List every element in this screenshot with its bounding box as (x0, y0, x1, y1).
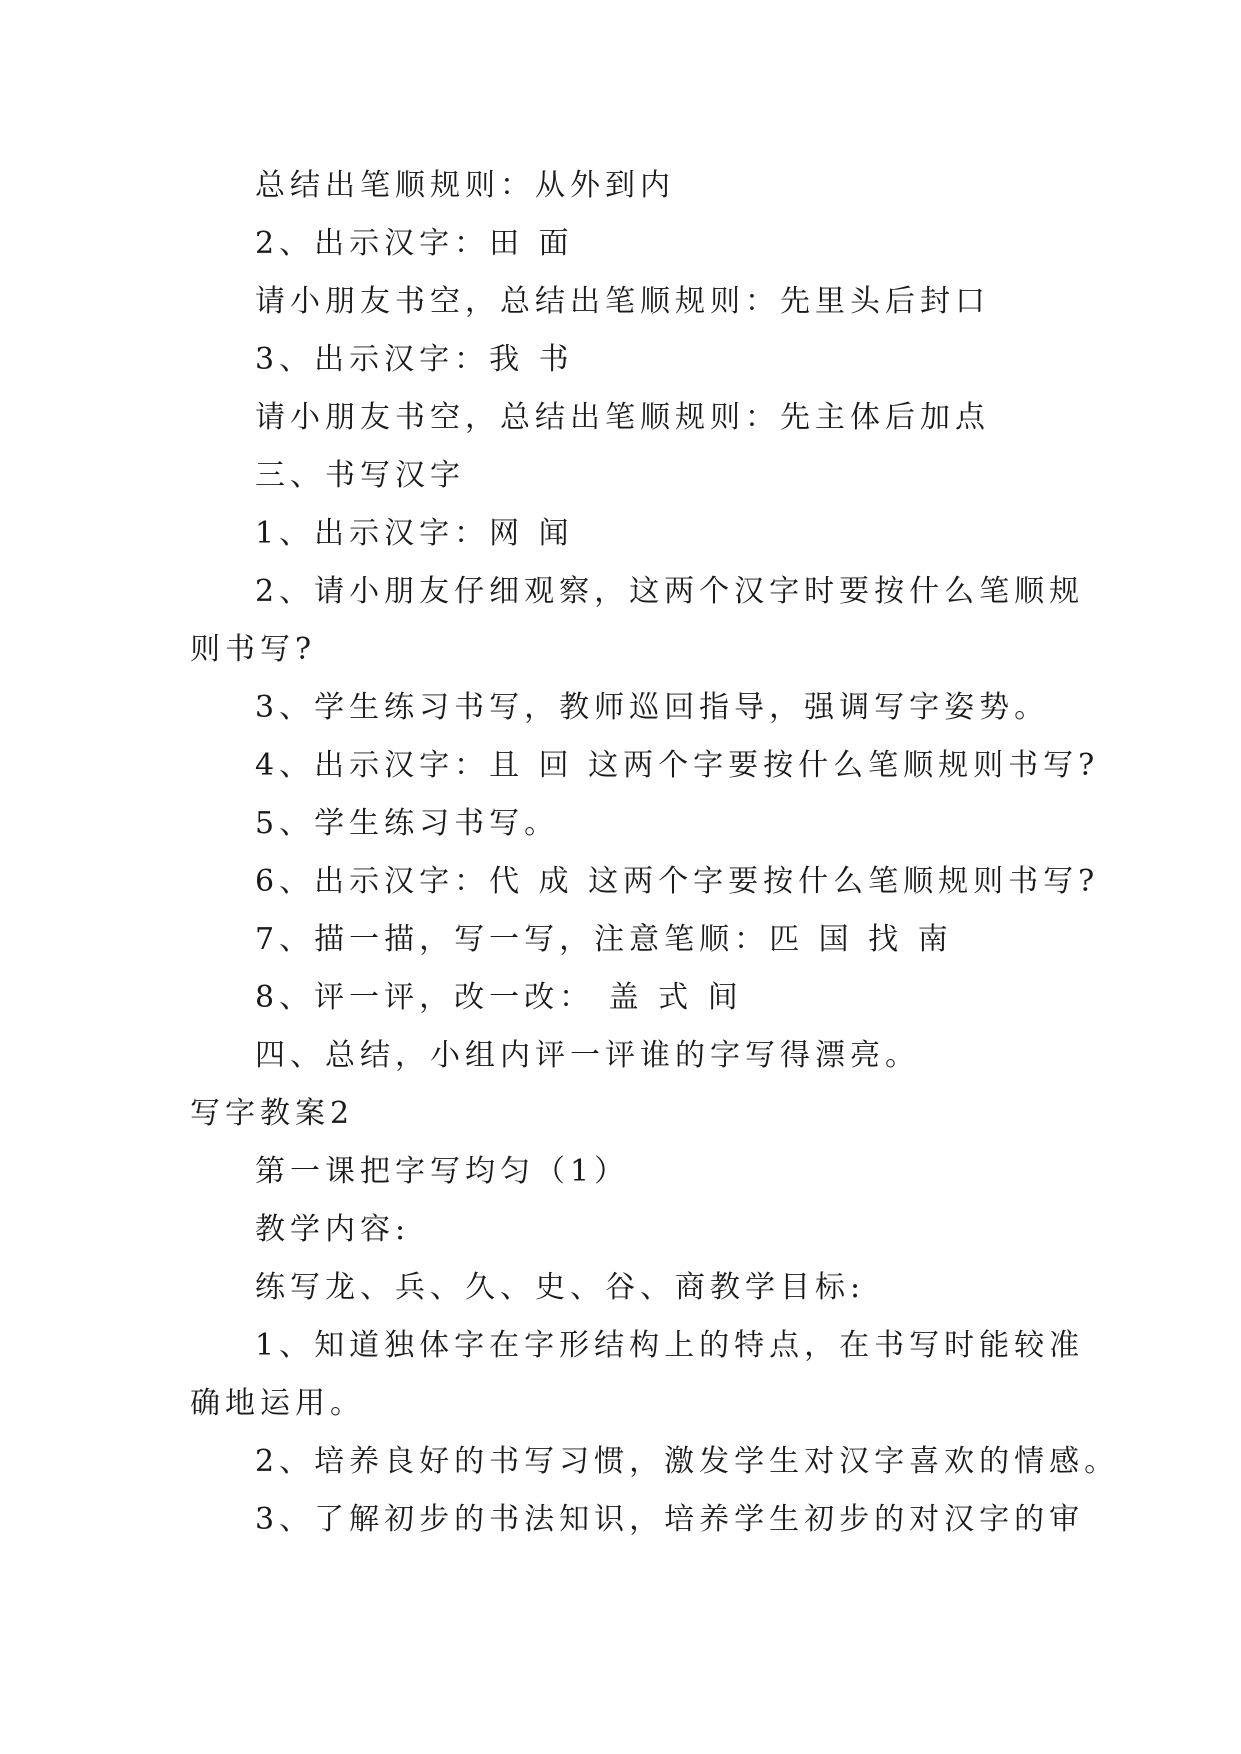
text-line: 1、知道独体字在字形结构上的特点，在书写时能较准 (255, 1328, 1085, 1363)
text-line: 请小朋友书空，总结出笔顺规则：先主体后加点 (255, 400, 990, 435)
text-line: 则书写? (190, 632, 317, 667)
lesson-title: 第一课把字写均匀（1） (255, 1154, 630, 1189)
text-line: 5、学生练习书写。 (255, 806, 560, 841)
text-line: 2、请小朋友仔细观察，这两个汉字时要按什么笔顺规 (255, 574, 1085, 609)
text-line: 4、出示汉字：且 回 这两个字要按什么笔顺规则书写? (255, 748, 1100, 783)
text-line: 确地运用。 (190, 1386, 365, 1421)
text-line: 教学内容: (255, 1212, 411, 1247)
document-title: 写字教案2 (190, 1096, 355, 1131)
text-line: 7、描一描，写一写，注意笔顺：匹 国 找 南 (255, 922, 953, 957)
text-line: 2、出示汉字：田 面 (255, 226, 574, 261)
text-line: 2、培养良好的书写习惯，激发学生对汉字喜欢的情感。 (255, 1444, 1120, 1479)
section-heading: 三、书写汉字 (255, 458, 465, 493)
text-line: 3、学生练习书写，教师巡回指导，强调写字姿势。 (255, 690, 1050, 725)
text-line: 3、了解初步的书法知识，培养学生初步的对汉字的审 (255, 1502, 1085, 1537)
text-line: 8、评一评，改一改： 盖 式 间 (255, 980, 743, 1015)
section-heading: 四、总结，小组内评一评谁的字写得漂亮。 (255, 1038, 920, 1073)
text-line: 1、出示汉字：网 闻 (255, 516, 574, 551)
text-line: 请小朋友书空，总结出笔顺规则：先里头后封口 (255, 284, 990, 319)
text-line: 总结出笔顺规则：从外到内 (255, 168, 675, 203)
text-line: 6、出示汉字：代 成 这两个字要按什么笔顺规则书写? (255, 864, 1100, 899)
text-line: 3、出示汉字：我 书 (255, 342, 574, 377)
text-line: 练写龙、兵、久、史、谷、商教学目标: (255, 1270, 866, 1305)
